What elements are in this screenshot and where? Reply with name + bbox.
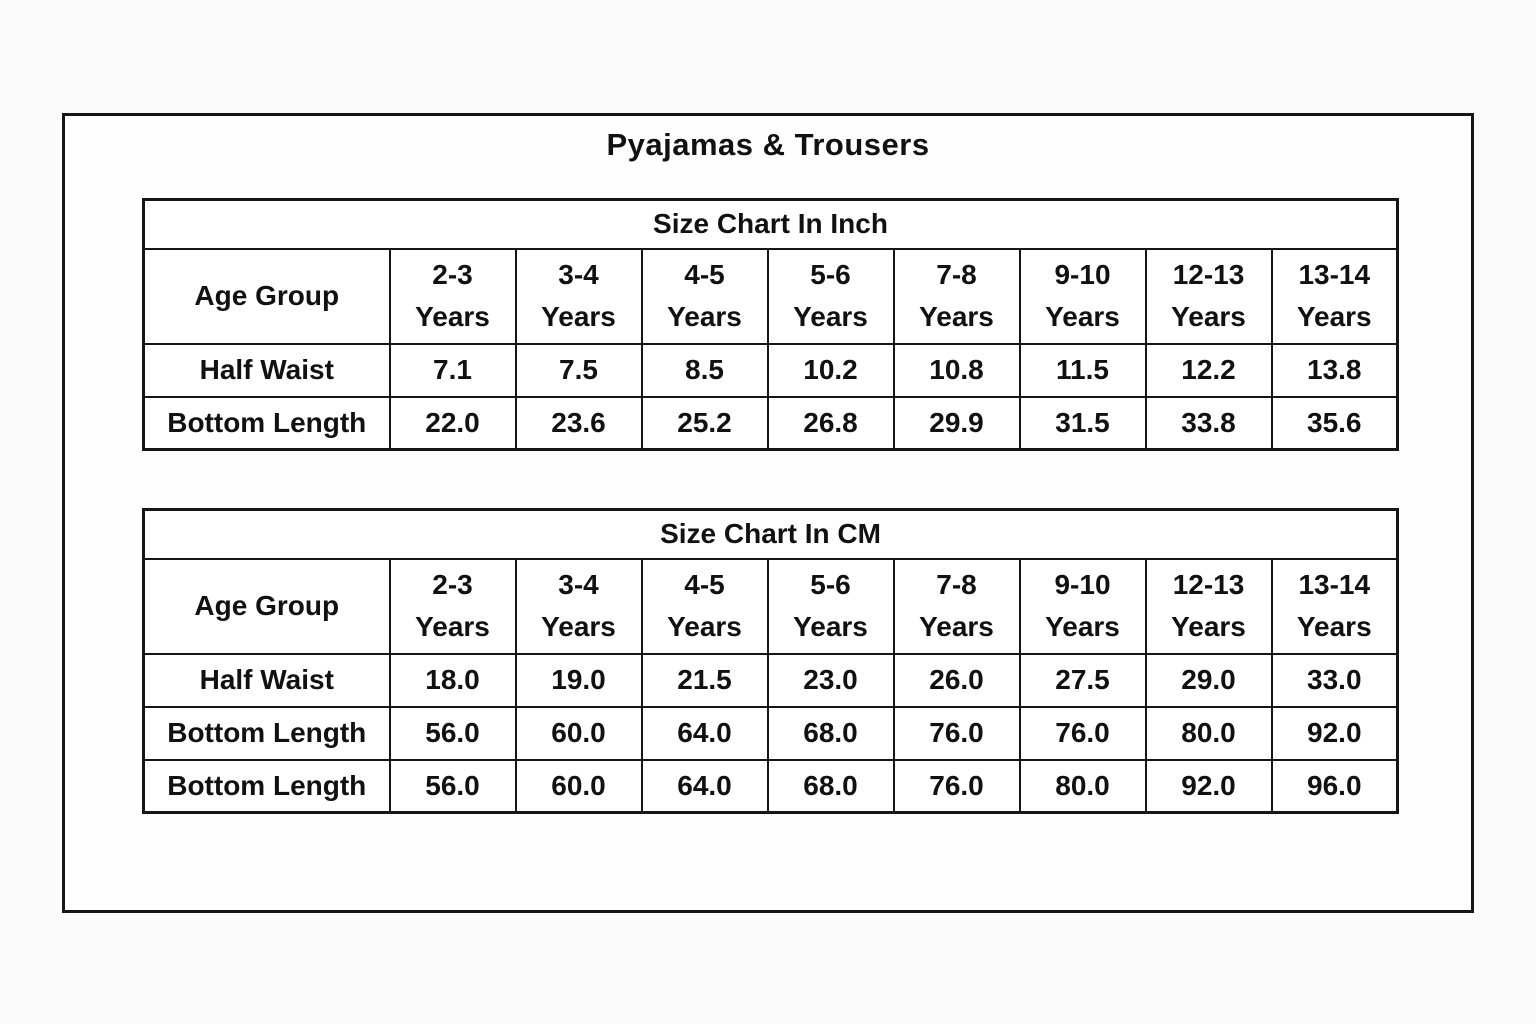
age-range: 12-13: [1172, 259, 1245, 290]
age-column-header: [1146, 559, 1272, 654]
table-caption: Size Chart In CM: [144, 510, 1398, 559]
table-caption: Size Chart In Inch: [144, 200, 1398, 249]
value-cell: 29.9: [894, 397, 1020, 450]
value-cell: 12.2: [1146, 344, 1272, 397]
value-cell: 11.5: [1020, 344, 1146, 397]
value-cell: 19.0: [516, 654, 642, 707]
age-column-header: [1020, 559, 1146, 654]
age-range: 5-6: [810, 569, 851, 600]
age-column-header: [1020, 249, 1146, 344]
value-cell: 80.0: [1020, 760, 1146, 813]
age-column-header: [516, 559, 642, 654]
value-cell: 60.0: [516, 707, 642, 760]
age-range: 2-3: [432, 259, 473, 290]
age-range: 9-10: [1054, 569, 1111, 600]
age-group-label: Age Group: [144, 559, 390, 654]
age-unit: Years: [1296, 611, 1372, 642]
age-unit: Years: [415, 611, 490, 642]
value-cell: 80.0: [1146, 707, 1272, 760]
table-row: [144, 707, 1398, 760]
age-column-header: [768, 249, 894, 344]
table-row: [144, 559, 1398, 654]
value-cell: 23.0: [768, 654, 894, 707]
value-cell: 27.5: [1020, 654, 1146, 707]
value-cell: 92.0: [1146, 760, 1272, 813]
age-unit: Years: [919, 611, 994, 642]
value-cell: 13.8: [1272, 344, 1398, 397]
age-unit: Years: [667, 611, 742, 642]
table-row: [144, 200, 1398, 249]
table-row: [144, 249, 1398, 344]
age-column-header: [1272, 249, 1398, 344]
age-column-header: [894, 559, 1020, 654]
value-cell: 64.0: [642, 760, 768, 813]
value-cell: 26.8: [768, 397, 894, 450]
age-range: 13-14: [1298, 259, 1371, 290]
value-cell: 8.5: [642, 344, 768, 397]
value-cell: 76.0: [894, 707, 1020, 760]
value-cell: 23.6: [516, 397, 642, 450]
age-column-header: [894, 249, 1020, 344]
age-column-header: [390, 559, 516, 654]
value-cell: 64.0: [642, 707, 768, 760]
value-cell: 60.0: [516, 760, 642, 813]
value-cell: 76.0: [894, 760, 1020, 813]
age-range: 2-3: [432, 569, 473, 600]
value-cell: 22.0: [390, 397, 516, 450]
row-label: Half Waist: [144, 344, 390, 397]
age-column-header: [516, 249, 642, 344]
size-chart-inch-table: [142, 198, 1399, 451]
age-unit: Years: [1171, 611, 1246, 642]
value-cell: 7.1: [390, 344, 516, 397]
age-unit: Years: [793, 301, 868, 332]
value-cell: 18.0: [390, 654, 516, 707]
value-cell: 56.0: [390, 760, 516, 813]
value-cell: 10.2: [768, 344, 894, 397]
table-row: [144, 344, 1398, 397]
size-chart-cm-table: [142, 508, 1399, 814]
page-title: Pyajamas & Trousers: [606, 127, 930, 162]
value-cell: 31.5: [1020, 397, 1146, 450]
value-cell: 76.0: [1020, 707, 1146, 760]
age-column-header: [642, 559, 768, 654]
age-group-label: Age Group: [144, 249, 390, 344]
age-unit: Years: [541, 611, 616, 642]
age-unit: Years: [1171, 301, 1246, 332]
row-label: Half Waist: [144, 654, 390, 707]
age-unit: Years: [793, 611, 868, 642]
age-range: 3-4: [558, 569, 599, 600]
age-unit: Years: [1045, 301, 1120, 332]
age-column-header: [1146, 249, 1272, 344]
table-row: [144, 397, 1398, 450]
age-unit: Years: [541, 301, 616, 332]
value-cell: 33.0: [1272, 654, 1398, 707]
age-range: 13-14: [1298, 569, 1371, 600]
age-column-header: [768, 559, 894, 654]
row-label: Bottom Length: [144, 707, 390, 760]
age-range: 9-10: [1054, 259, 1111, 290]
age-range: 7-8: [936, 569, 977, 600]
age-unit: Years: [1045, 611, 1120, 642]
value-cell: 29.0: [1146, 654, 1272, 707]
age-unit: Years: [919, 301, 994, 332]
age-range: 3-4: [558, 259, 599, 290]
table-row: [144, 760, 1398, 813]
age-column-header: [642, 249, 768, 344]
age-range: 4-5: [684, 259, 725, 290]
value-cell: 25.2: [642, 397, 768, 450]
value-cell: 33.8: [1146, 397, 1272, 450]
value-cell: 96.0: [1272, 760, 1398, 813]
row-label: Bottom Length: [144, 397, 390, 450]
value-cell: 10.8: [894, 344, 1020, 397]
age-column-header: [390, 249, 516, 344]
age-unit: Years: [415, 301, 490, 332]
age-range: 12-13: [1172, 569, 1245, 600]
age-unit: Years: [667, 301, 742, 332]
age-column-header: [1272, 559, 1398, 654]
table-row: [144, 654, 1398, 707]
value-cell: 35.6: [1272, 397, 1398, 450]
value-cell: 92.0: [1272, 707, 1398, 760]
age-unit: Years: [1296, 301, 1372, 332]
age-range: 7-8: [936, 259, 977, 290]
row-label: Bottom Length: [144, 760, 390, 813]
age-range: 5-6: [810, 259, 851, 290]
value-cell: 56.0: [390, 707, 516, 760]
value-cell: 21.5: [642, 654, 768, 707]
value-cell: 7.5: [516, 344, 642, 397]
value-cell: 26.0: [894, 654, 1020, 707]
value-cell: 68.0: [768, 707, 894, 760]
outer-frame: [62, 113, 1474, 913]
value-cell: 68.0: [768, 760, 894, 813]
table-row: [144, 510, 1398, 559]
age-range: 4-5: [684, 569, 725, 600]
